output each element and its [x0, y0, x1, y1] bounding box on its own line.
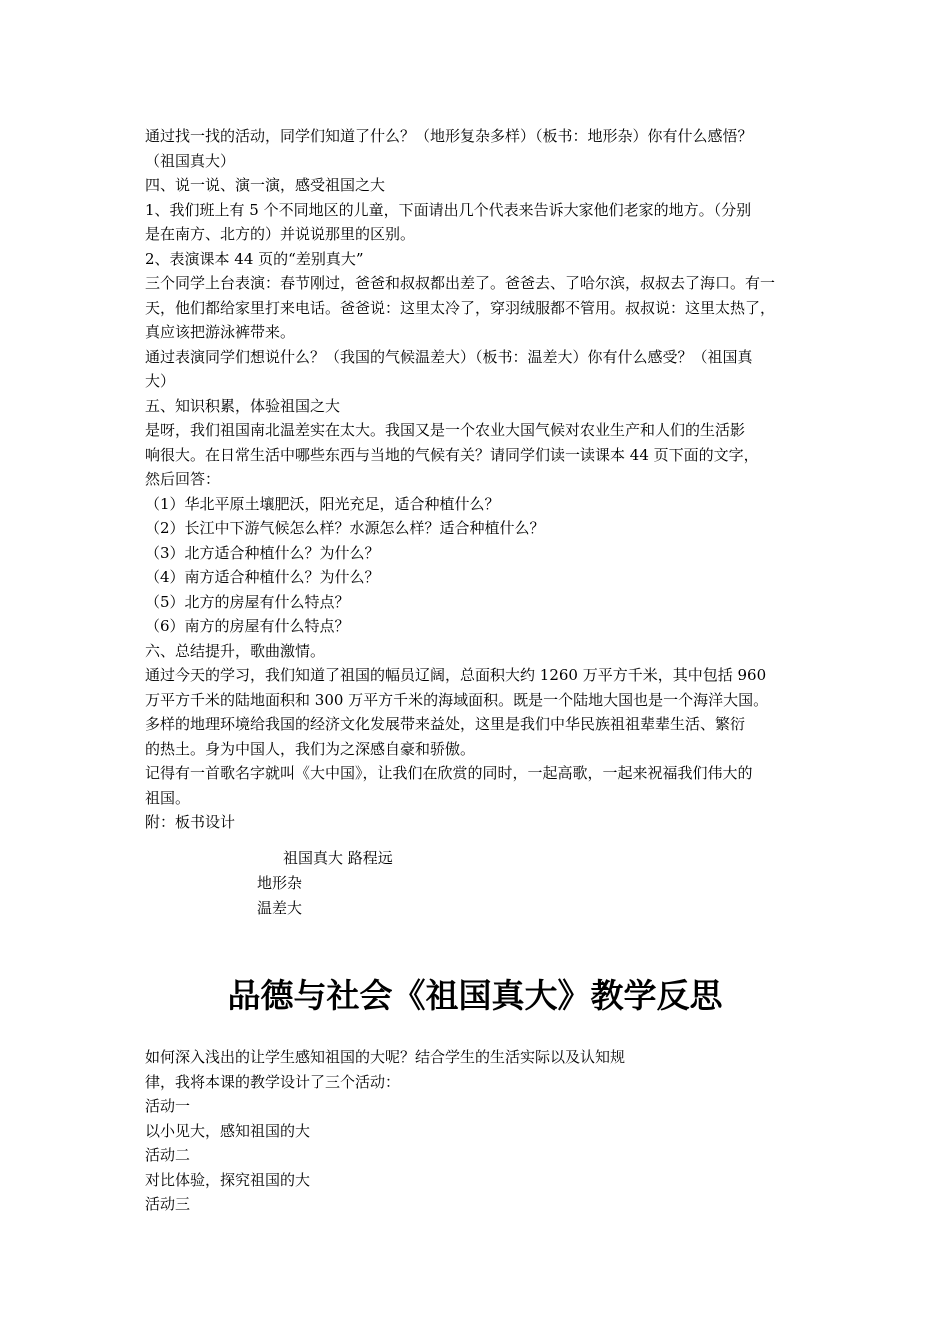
- text-line: （3）北方适合种植什么？为什么？: [145, 543, 380, 562]
- text-line: 大）: [145, 372, 176, 390]
- text-line: 对比体验，探究祖国的大: [145, 1170, 311, 1189]
- text-line: （6）南方的房屋有什么特点？: [145, 617, 350, 635]
- text-line: 活动三: [145, 1195, 191, 1213]
- text-line: 天，他们都给家里打来电话。爸爸说：这里太冷了，穿羽绒服都不管用。叔叔说：这里太热了，: [145, 298, 776, 317]
- text-line: 五、知识积累，体验祖国之大: [145, 396, 341, 415]
- text-line: 通过找一找的活动，同学们知道了什么？（地形复杂多样）（板书：地形杂）你有什么感悟？: [145, 127, 753, 145]
- text-line: 是在南方、北方的）并说说那里的区别。: [145, 225, 416, 243]
- text-line: 真应该把游泳裤带来。: [145, 323, 296, 341]
- text-line: 万平方千米的陆地面积和 300 万平方千米的海域面积。既是一个陆地大国也是一个海洋大国。: [145, 690, 769, 709]
- text-line: 多样的地理环境给我国的经济文化发展带来益处，这里是我们中华民族祖祖辈辈生活、繁衍: [145, 715, 746, 733]
- text-line: 活动一: [145, 1097, 191, 1115]
- text-line: 六、总结提升，歌曲激情。: [145, 641, 326, 660]
- text-line: 如何深入浅出的让学生感知祖国的大呢？结合学生的生活实际以及认知规: [145, 1048, 626, 1066]
- text-line: 2、表演课本 44 页的“差别真大”: [145, 249, 364, 268]
- text-line: 活动二: [145, 1146, 191, 1164]
- text-line: 附：板书设计: [145, 813, 236, 831]
- text-line: 祖国。: [145, 788, 191, 807]
- board-design-line-2: 地形杂: [257, 874, 303, 892]
- board-design-line-1: 祖国真大 路程远: [283, 849, 393, 867]
- reflection-title: 品德与社会《祖国真大》教学反思: [227, 976, 723, 1015]
- text-line: 四、说一说、演一演，感受祖国之大: [145, 176, 386, 194]
- text-line: （4）南方适合种植什么？为什么？: [145, 568, 380, 586]
- text-line: （5）北方的房屋有什么特点？: [145, 592, 350, 611]
- text-line: （1）华北平原土壤肥沃，阳光充足，适合种植什么？: [145, 494, 500, 513]
- text-line: 三个同学上台表演：春节刚过，爸爸和叔叔都出差了。爸爸去、了哈尔滨，叔叔去了海口。有一: [145, 274, 776, 292]
- text-line: 响很大。在日常生活中哪些东西与当地的气候有关？请同学们读一读课本 44 页下面的文字，: [145, 445, 759, 464]
- text-line: 律，我将本课的教学设计了三个活动：: [145, 1072, 401, 1091]
- reflection-body-text: [145, 1045, 815, 1217]
- text-line: （2）长江中下游气候怎么样？水源怎么样？适合种植什么？: [145, 519, 545, 537]
- board-design-line-3: 温差大: [257, 899, 303, 917]
- text-line: 通过今天的学习，我们知道了祖国的幅员辽阔，总面积大约 1260 万平方千米，其中包括 960: [145, 666, 767, 684]
- text-line: 的热土。身为中国人，我们为之深感自豪和骄傲。: [145, 739, 476, 758]
- text-line: 是呀，我们祖国南北温差实在太大。我国又是一个农业大国气候对农业生产和人们的生活影: [145, 421, 746, 439]
- text-line: 记得有一首歌名字就叫《大中国》，让我们在欣赏的同时，一起高歌，一起来祝福我们伟大的: [145, 764, 753, 782]
- text-line: 1、我们班上有 5 个不同地区的儿童，下面请出几个代表来告诉大家他们老家的地方。（分别: [145, 200, 752, 219]
- text-line: 通过表演同学们想说什么？（我国的气候温差大）（板书：温差大）你有什么感受？（祖国真: [145, 347, 753, 366]
- lesson-body-text: [145, 124, 815, 835]
- text-line: （祖国真大）: [145, 151, 236, 170]
- text-line: 然后回答：: [145, 470, 221, 488]
- text-line: 以小见大，感知祖国的大: [145, 1121, 311, 1140]
